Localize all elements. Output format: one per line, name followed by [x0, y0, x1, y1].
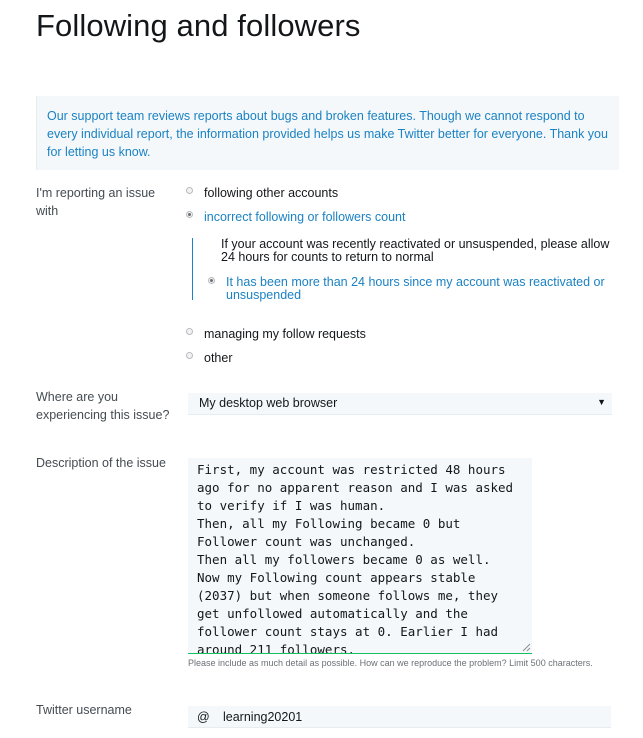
radio-label: It has been more than 24 hours since my account was reactivated or unsuspended	[226, 275, 605, 302]
description-textarea[interactable]	[188, 458, 532, 654]
radio-label: following other accounts	[204, 186, 339, 200]
radio-label: managing my follow requests	[204, 327, 366, 341]
username-field[interactable]	[188, 706, 611, 728]
page-title: Following and followers	[36, 8, 361, 43]
issue-type-label: I'm reporting an issue with	[36, 186, 156, 218]
radio-icon[interactable]	[186, 352, 193, 359]
where-label: Where are you experiencing this issue?	[36, 390, 170, 422]
dropdown-caret-icon[interactable]: ▼	[597, 397, 606, 407]
platform-select-value: My desktop web browser	[199, 396, 338, 410]
radio-label: incorrect following or followers count	[204, 210, 406, 224]
reactivation-note: If your account was recently reactivated or unsuspended, please allow 24 hours for counts to return to normal	[221, 237, 610, 264]
radio-icon[interactable]	[186, 328, 193, 335]
radio-incorrect-count[interactable]	[186, 210, 405, 225]
radio-other[interactable]	[186, 351, 233, 366]
radio-managing-follow-requests[interactable]	[186, 327, 366, 342]
radio-following-other-accounts[interactable]	[186, 186, 338, 201]
radio-selected-icon[interactable]	[208, 277, 215, 284]
username-label: Twitter username	[36, 703, 132, 717]
radio-label: other	[204, 351, 233, 365]
platform-select[interactable]	[188, 393, 612, 415]
resize-grip-icon[interactable]	[521, 642, 531, 652]
support-notice: Our support team reviews reports about bugs and broken features. Though we cannot respond to every individual report, the information provided helps us make Twitter better for everyone. Thank you for letting us know.	[36, 96, 619, 170]
incorrect-count-details	[192, 238, 613, 300]
radio-selected-icon[interactable]	[186, 211, 193, 218]
radio-icon[interactable]	[186, 187, 193, 194]
radio-more-than-24-hours[interactable]	[208, 276, 608, 302]
username-value[interactable]: learning20201	[223, 710, 303, 724]
description-label: Description of the issue	[36, 456, 166, 470]
at-prefix: @	[197, 710, 210, 724]
description-hint: Please include as much detail as possible. How can we reproduce the problem? Limit 500 characters.	[188, 658, 593, 668]
